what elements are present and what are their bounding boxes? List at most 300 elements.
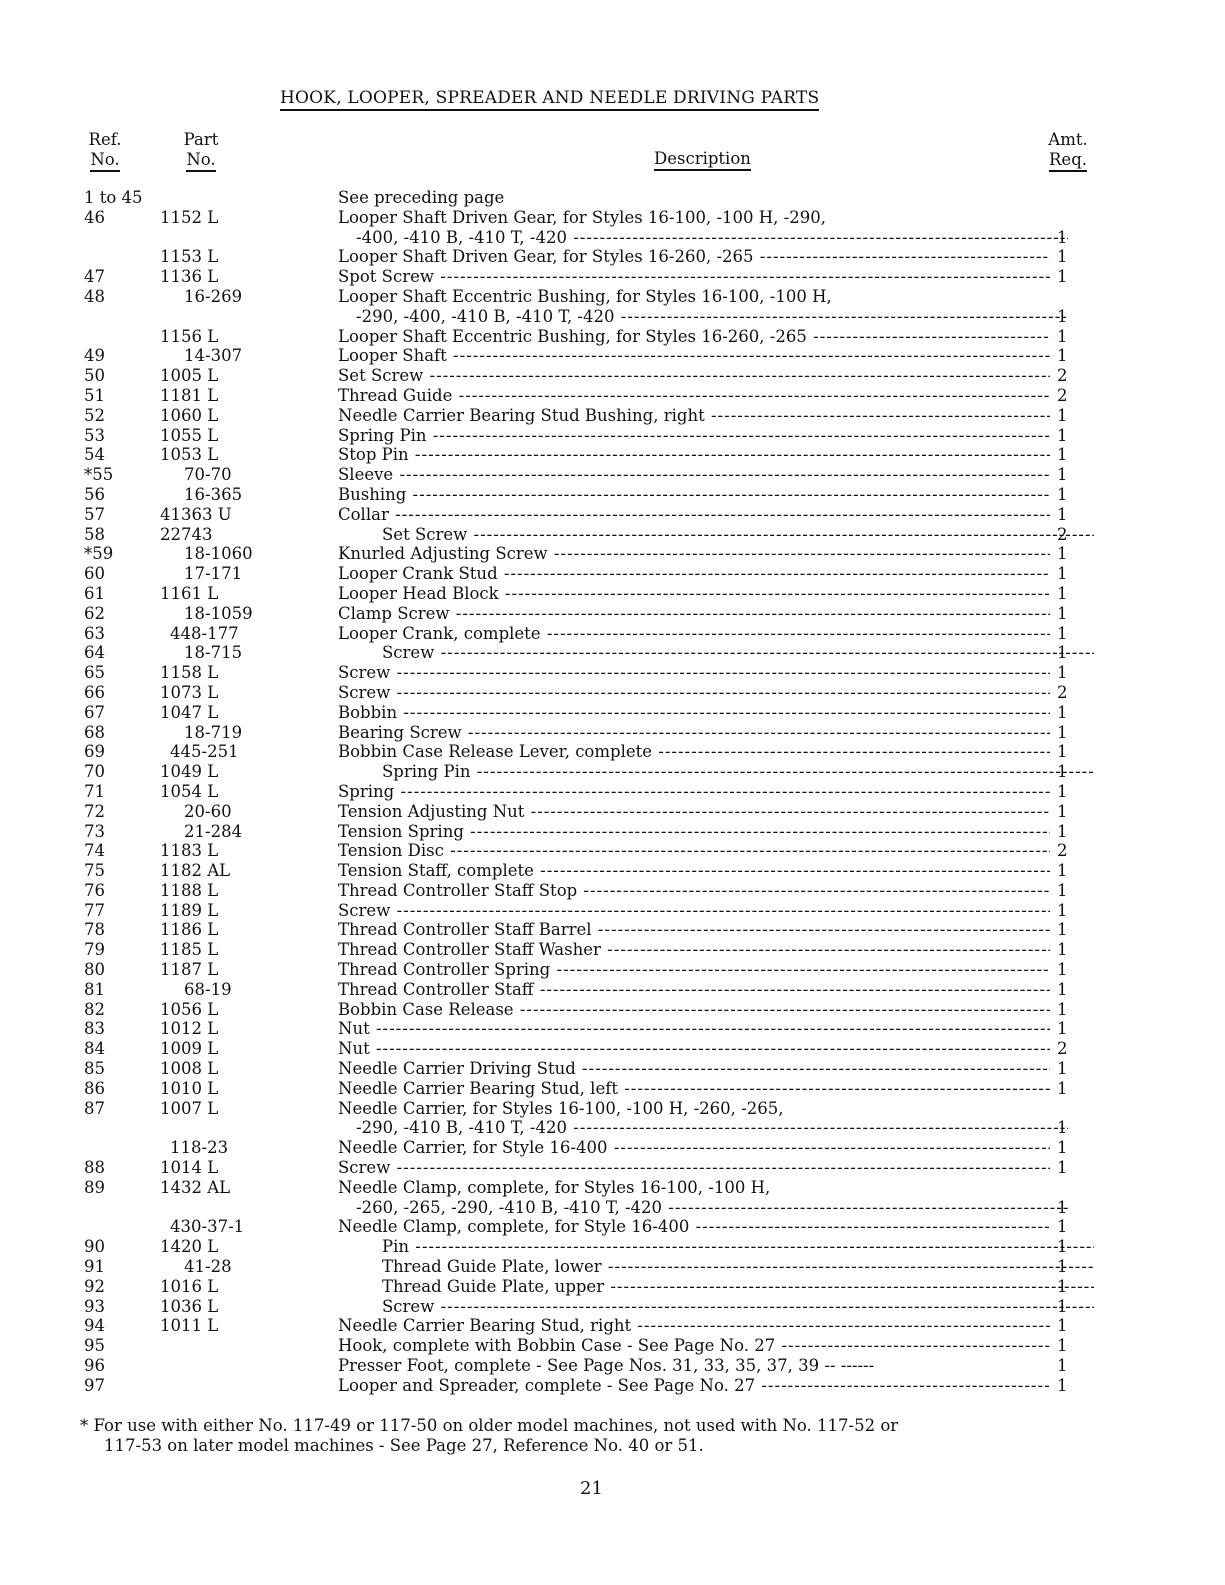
parts-table <box>0 188 1225 1396</box>
footnote-line-2: 117-53 on later model machines - See Page 27, Reference No. 40 or 51. <box>104 1436 704 1455</box>
ref-no-cell: 58 <box>84 524 105 544</box>
ref-no-cell: 57 <box>84 504 105 524</box>
part-no-cell: 1049 L <box>160 762 219 782</box>
amount-required-cell: 1 <box>1057 1138 1068 1158</box>
part-no-cell: 448-177 <box>170 623 239 643</box>
part-no-cell: 1161 L <box>160 583 219 603</box>
amount-required-cell: 1 <box>1057 1197 1068 1217</box>
amount-required-cell: 1 <box>1057 920 1068 940</box>
amount-required-cell: 1 <box>1057 1375 1068 1395</box>
table-row <box>0 1138 1225 1158</box>
amount-required-cell: 1 <box>1057 762 1068 782</box>
ref-no-cell: 56 <box>84 484 105 504</box>
description-cell: Looper Crank Stud ----- <box>338 564 1050 584</box>
description-cell: Looper and Spreader, complete - See Page No. 27 ----- <box>338 1376 1050 1396</box>
description-cell: Screw ----- <box>338 1297 1094 1317</box>
header-ref-line2: No. <box>90 150 119 172</box>
part-no-cell: 1432 AL <box>160 1177 231 1197</box>
part-no-cell: 1008 L <box>160 1059 219 1079</box>
header-description <box>654 149 751 171</box>
amount-required-cell: 1 <box>1057 643 1068 663</box>
ref-no-cell: 63 <box>84 623 105 643</box>
page-title: HOOK, LOOPER, SPREADER AND NEEDLE DRIVING PARTS <box>280 88 819 111</box>
description-cell: Needle Carrier Bearing Stud Bushing, right ----- <box>338 406 1050 426</box>
part-no-cell: 21-284 <box>184 821 243 841</box>
table-row <box>0 1297 1225 1317</box>
ref-no-cell: 64 <box>84 643 105 663</box>
part-no-cell: 1053 L <box>160 445 219 465</box>
part-no-cell: 18-719 <box>184 722 243 742</box>
description-cell: Looper Shaft Driven Gear, for Styles 16-260, -265 ----- <box>338 247 1050 267</box>
amount-required-cell: 1 <box>1057 1316 1068 1336</box>
table-row <box>0 525 1225 545</box>
part-no-cell: 1156 L <box>160 326 219 346</box>
part-no-cell: 16-365 <box>184 484 243 504</box>
description-cell: Needle Carrier, for Styles 16-100, -100 H, -260, -265, <box>338 1098 784 1118</box>
description-cell: Thread Guide Plate, lower ----- <box>338 1257 1094 1277</box>
ref-no-cell: 65 <box>84 663 105 683</box>
description-cell: -290, -410 B, -410 T, -420 ----- <box>338 1118 1068 1138</box>
part-no-cell: 430-37-1 <box>170 1217 245 1237</box>
part-no-cell: 1182 AL <box>160 861 231 881</box>
table-row <box>0 624 1225 644</box>
ref-no-cell: 91 <box>84 1257 105 1277</box>
part-no-cell: 1060 L <box>160 405 219 425</box>
description-cell: Thread Guide Plate, upper ----- <box>338 1277 1094 1297</box>
table-row <box>0 960 1225 980</box>
table-row <box>0 861 1225 881</box>
amount-required-cell: 1 <box>1057 940 1068 960</box>
description-cell: Screw ----- <box>338 901 1050 921</box>
amount-required-cell: 1 <box>1057 861 1068 881</box>
amount-required-cell: 1 <box>1057 900 1068 920</box>
part-no-cell: 1420 L <box>160 1237 219 1257</box>
amount-required-cell: 2 <box>1057 524 1068 544</box>
table-row <box>0 643 1225 663</box>
header-ref-no <box>80 130 130 172</box>
ref-no-cell: 51 <box>84 385 105 405</box>
ref-no-cell: 94 <box>84 1316 105 1336</box>
part-no-cell: 1056 L <box>160 999 219 1019</box>
ref-no-cell: 86 <box>84 1078 105 1098</box>
amount-required-cell: 1 <box>1057 1158 1068 1178</box>
part-no-cell: 1152 L <box>160 207 219 227</box>
table-row <box>0 1099 1225 1119</box>
amount-required-cell: 1 <box>1057 484 1068 504</box>
amount-required-cell: 1 <box>1057 1237 1068 1257</box>
ref-no-cell: 71 <box>84 781 105 801</box>
amount-required-cell: 1 <box>1057 465 1068 485</box>
part-no-cell: 20-60 <box>184 801 232 821</box>
table-row <box>0 1336 1225 1356</box>
ref-no-cell: 83 <box>84 1019 105 1039</box>
part-no-cell: 18-715 <box>184 643 243 663</box>
description-cell: Screw ----- <box>338 663 1050 683</box>
table-row <box>0 1019 1225 1039</box>
part-no-cell: 14-307 <box>184 346 243 366</box>
amount-required-cell: 1 <box>1057 247 1068 267</box>
amount-required-cell: 1 <box>1057 880 1068 900</box>
description-cell: Needle Carrier Driving Stud ----- <box>338 1059 1050 1079</box>
table-row <box>0 1158 1225 1178</box>
ref-no-cell: 47 <box>84 267 105 287</box>
part-no-cell: 1186 L <box>160 920 219 940</box>
description-cell: Tension Spring ----- <box>338 822 1050 842</box>
description-cell: Nut ----- <box>338 1039 1050 1059</box>
amount-required-cell: 1 <box>1057 1296 1068 1316</box>
ref-no-cell: 61 <box>84 583 105 603</box>
table-row <box>0 1376 1225 1396</box>
description-cell: Tension Disc ----- <box>338 841 1050 861</box>
header-amt-line1: Amt. <box>1048 130 1088 149</box>
ref-no-cell: 90 <box>84 1237 105 1257</box>
table-row <box>0 1356 1225 1376</box>
amount-required-cell: 1 <box>1057 267 1068 287</box>
amount-required-cell: 1 <box>1057 1078 1068 1098</box>
part-no-cell: 41363 U <box>160 504 232 524</box>
description-cell: Bushing ----- <box>338 485 1050 505</box>
table-row <box>0 327 1225 347</box>
header-part-line1: Part <box>183 130 219 149</box>
amount-required-cell: 2 <box>1057 682 1068 702</box>
part-no-cell: 1010 L <box>160 1078 219 1098</box>
description-cell: Needle Carrier Bearing Stud, left ----- <box>338 1079 1050 1099</box>
amount-required-cell: 1 <box>1057 1257 1068 1277</box>
table-row <box>0 426 1225 446</box>
header-ref-line1: Ref. <box>88 130 122 149</box>
ref-no-cell: 87 <box>84 1098 105 1118</box>
part-no-cell: 1136 L <box>160 267 219 287</box>
amount-required-cell: 1 <box>1057 445 1068 465</box>
amount-required-cell: 1 <box>1057 504 1068 524</box>
amount-required-cell: 1 <box>1057 583 1068 603</box>
header-amt-line2: Req. <box>1049 150 1087 172</box>
description-cell: Looper Shaft ----- <box>338 346 1050 366</box>
part-no-cell: 1187 L <box>160 960 219 980</box>
description-cell: Knurled Adjusting Screw ----- <box>338 544 1050 564</box>
part-no-cell: 1054 L <box>160 781 219 801</box>
amount-required-cell: 1 <box>1057 801 1068 821</box>
ref-no-cell: 95 <box>84 1336 105 1356</box>
description-cell: -290, -400, -410 B, -410 T, -420 ----- <box>338 307 1068 327</box>
ref-no-cell: 85 <box>84 1059 105 1079</box>
ref-no-cell: 49 <box>84 346 105 366</box>
table-row <box>0 505 1225 525</box>
header-part-line2: No. <box>186 150 215 172</box>
table-row <box>0 307 1225 327</box>
table-row <box>0 1039 1225 1059</box>
description-cell: Needle Clamp, complete, for Style 16-400 ----- <box>338 1217 1050 1237</box>
table-row <box>0 663 1225 683</box>
ref-no-cell: 67 <box>84 702 105 722</box>
description-cell: Set Screw ----- <box>338 366 1050 386</box>
amount-required-cell: 1 <box>1057 702 1068 722</box>
table-row <box>0 841 1225 861</box>
table-row <box>0 485 1225 505</box>
table-row <box>0 703 1225 723</box>
amount-required-cell: 1 <box>1057 1336 1068 1356</box>
table-row <box>0 802 1225 822</box>
part-no-cell: 1009 L <box>160 1039 219 1059</box>
table-row <box>0 881 1225 901</box>
table-row <box>0 683 1225 703</box>
table-row <box>0 901 1225 921</box>
part-no-cell: 41-28 <box>184 1257 232 1277</box>
part-no-cell: 1181 L <box>160 385 219 405</box>
ref-no-cell: 92 <box>84 1276 105 1296</box>
amount-required-cell: 1 <box>1057 999 1068 1019</box>
ref-no-cell: *55 <box>84 465 114 485</box>
description-cell: Needle Carrier Bearing Stud, right ----- <box>338 1316 1050 1336</box>
table-row <box>0 822 1225 842</box>
description-cell: Collar ----- <box>338 505 1050 525</box>
amount-required-cell: 1 <box>1057 1217 1068 1237</box>
part-no-cell: 1036 L <box>160 1296 219 1316</box>
ref-no-cell: 93 <box>84 1296 105 1316</box>
amount-required-cell: 1 <box>1057 663 1068 683</box>
description-cell: Tension Staff, complete ----- <box>338 861 1050 881</box>
description-cell: Presser Foot, complete - See Page Nos. 31, 33, 35, 37, 39 -- ------ <box>338 1356 875 1376</box>
header-description-label: Description <box>654 149 751 171</box>
description-cell: -260, -265, -290, -410 B, -410 T, -420 ----- <box>338 1198 1068 1218</box>
ref-no-cell: 82 <box>84 999 105 1019</box>
table-row <box>0 1059 1225 1079</box>
amount-required-cell: 2 <box>1057 385 1068 405</box>
part-no-cell: 118-23 <box>170 1138 229 1158</box>
part-no-cell: 1055 L <box>160 425 219 445</box>
description-cell: Looper Shaft Driven Gear, for Styles 16-100, -100 H, -290, <box>338 207 826 227</box>
ref-no-cell: 46 <box>84 207 105 227</box>
description-cell: Looper Crank, complete ----- <box>338 624 1050 644</box>
table-row <box>0 980 1225 1000</box>
part-no-cell: 1014 L <box>160 1158 219 1178</box>
amount-required-cell: 1 <box>1057 603 1068 623</box>
description-cell: Looper Shaft Eccentric Bushing, for Styles 16-260, -265 ----- <box>338 327 1050 347</box>
description-cell: Spot Screw ----- <box>338 267 1050 287</box>
amount-required-cell: 1 <box>1057 306 1068 326</box>
table-row <box>0 1237 1225 1257</box>
amount-required-cell: 1 <box>1057 979 1068 999</box>
description-cell: Bobbin Case Release ----- <box>338 1000 1050 1020</box>
ref-no-cell: 68 <box>84 722 105 742</box>
part-no-cell: 18-1060 <box>184 544 253 564</box>
ref-no-cell: 97 <box>84 1375 105 1395</box>
footnote-line-1: * For use with either No. 117-49 or 117-50 on older model machines, not used with No. 117-52 or <box>80 1416 899 1435</box>
amount-required-cell: 1 <box>1057 544 1068 564</box>
part-no-cell: 68-19 <box>184 979 232 999</box>
amount-required-cell: 1 <box>1057 564 1068 584</box>
description-cell: Spring Pin ----- <box>338 762 1094 782</box>
part-no-cell: 16-269 <box>184 286 243 306</box>
amount-required-cell: 1 <box>1057 1356 1068 1376</box>
part-no-cell: 1183 L <box>160 841 219 861</box>
table-row <box>0 604 1225 624</box>
part-no-cell: 445-251 <box>170 742 239 762</box>
amount-required-cell: 2 <box>1057 841 1068 861</box>
description-cell: Thread Controller Staff ----- <box>338 980 1050 1000</box>
description-cell: Bearing Screw ----- <box>338 723 1050 743</box>
part-no-cell: 17-171 <box>184 564 243 584</box>
amount-required-cell: 1 <box>1057 1276 1068 1296</box>
table-row <box>0 267 1225 287</box>
part-no-cell: 1189 L <box>160 900 219 920</box>
ref-no-cell: 69 <box>84 742 105 762</box>
table-row <box>0 188 1225 208</box>
amount-required-cell: 1 <box>1057 722 1068 742</box>
table-row <box>0 208 1225 228</box>
description-cell: Spring Pin ----- <box>338 426 1050 446</box>
ref-no-cell: 77 <box>84 900 105 920</box>
part-no-cell: 1158 L <box>160 663 219 683</box>
part-no-cell: 1005 L <box>160 366 219 386</box>
ref-no-cell: 81 <box>84 979 105 999</box>
table-row <box>0 1257 1225 1277</box>
description-cell: Screw ----- <box>338 643 1094 663</box>
ref-no-cell: 62 <box>84 603 105 623</box>
description-cell: Bobbin Case Release Lever, complete ----- <box>338 742 1050 762</box>
table-row <box>0 723 1225 743</box>
description-cell: Screw ----- <box>338 1158 1050 1178</box>
description-cell: Looper Head Block ----- <box>338 584 1050 604</box>
ref-no-cell: 88 <box>84 1158 105 1178</box>
ref-no-cell: 50 <box>84 366 105 386</box>
description-cell: Thread Controller Staff Stop ----- <box>338 881 1050 901</box>
amount-required-cell: 1 <box>1057 425 1068 445</box>
table-row <box>0 920 1225 940</box>
amount-required-cell: 1 <box>1057 742 1068 762</box>
ref-no-cell: 78 <box>84 920 105 940</box>
ref-no-cell: 80 <box>84 960 105 980</box>
amount-required-cell: 1 <box>1057 821 1068 841</box>
amount-required-cell: 1 <box>1057 960 1068 980</box>
ref-no-cell: 79 <box>84 940 105 960</box>
ref-no-cell: 84 <box>84 1039 105 1059</box>
ref-no-cell: 60 <box>84 564 105 584</box>
description-cell: Bobbin ----- <box>338 703 1050 723</box>
ref-no-cell: 96 <box>84 1356 105 1376</box>
ref-no-cell: 52 <box>84 405 105 425</box>
part-no-cell: 1185 L <box>160 940 219 960</box>
amount-required-cell: 1 <box>1057 1059 1068 1079</box>
part-no-cell: 1011 L <box>160 1316 219 1336</box>
table-row <box>0 742 1225 762</box>
table-row <box>0 1178 1225 1198</box>
ref-no-cell: 75 <box>84 861 105 881</box>
part-no-cell: 1012 L <box>160 1019 219 1039</box>
description-cell: Hook, complete with Bobbin Case - See Page No. 27 ----- <box>338 1336 1050 1356</box>
table-row <box>0 762 1225 782</box>
description-cell: Set Screw ----- <box>338 525 1094 545</box>
description-cell: Thread Controller Staff Washer ----- <box>338 940 1050 960</box>
ref-no-cell: 48 <box>84 286 105 306</box>
ref-no-cell: 73 <box>84 821 105 841</box>
amount-required-cell: 1 <box>1057 1019 1068 1039</box>
table-row <box>0 287 1225 307</box>
table-row <box>0 406 1225 426</box>
amount-required-cell: 1 <box>1057 1118 1068 1138</box>
part-no-cell: 1188 L <box>160 880 219 900</box>
part-no-cell: 1016 L <box>160 1276 219 1296</box>
table-row <box>0 584 1225 604</box>
description-cell: Spring ----- <box>338 782 1050 802</box>
description-cell: Screw ----- <box>338 683 1050 703</box>
description-cell: Looper Shaft Eccentric Bushing, for Styles 16-100, -100 H, <box>338 286 832 306</box>
ref-no-cell: 72 <box>84 801 105 821</box>
part-no-cell: 18-1059 <box>184 603 253 623</box>
table-row <box>0 544 1225 564</box>
part-no-cell: 1007 L <box>160 1098 219 1118</box>
table-row <box>0 1079 1225 1099</box>
part-no-cell: 22743 <box>160 524 213 544</box>
amount-required-cell: 1 <box>1057 227 1068 247</box>
part-no-cell: 1047 L <box>160 702 219 722</box>
ref-no-cell: 54 <box>84 445 105 465</box>
ref-no-cell: 1 to 45 <box>84 188 143 207</box>
description-cell: Thread Guide ----- <box>338 386 1050 406</box>
table-row <box>0 1000 1225 1020</box>
part-no-cell: 1073 L <box>160 682 219 702</box>
ref-no-cell: 76 <box>84 880 105 900</box>
amount-required-cell: 2 <box>1057 1039 1068 1059</box>
amount-required-cell: 1 <box>1057 623 1068 643</box>
description-cell: -400, -410 B, -410 T, -420 ----- <box>338 228 1068 248</box>
header-amt-req <box>1040 130 1096 172</box>
part-no-cell: 70-70 <box>184 465 232 485</box>
table-row <box>0 445 1225 465</box>
footnote <box>80 1416 1100 1456</box>
table-row <box>0 1198 1225 1218</box>
table-row <box>0 1277 1225 1297</box>
header-part-no <box>156 130 246 172</box>
part-no-cell: 1153 L <box>160 247 219 267</box>
table-row <box>0 228 1225 248</box>
amount-required-cell: 1 <box>1057 326 1068 346</box>
description-cell: Nut ----- <box>338 1019 1050 1039</box>
description-cell: See preceding page <box>338 188 505 207</box>
description-cell: Needle Clamp, complete, for Styles 16-100, -100 H, <box>338 1177 771 1197</box>
table-row <box>0 782 1225 802</box>
table-row <box>0 465 1225 485</box>
amount-required-cell: 2 <box>1057 366 1068 386</box>
ref-no-cell: 89 <box>84 1177 105 1197</box>
description-cell: Stop Pin ----- <box>338 445 1050 465</box>
description-cell: Pin ----- <box>338 1237 1094 1257</box>
table-row <box>0 940 1225 960</box>
ref-no-cell: 66 <box>84 682 105 702</box>
description-cell: Tension Adjusting Nut ----- <box>338 802 1050 822</box>
table-row <box>0 346 1225 366</box>
page-number: 21 <box>580 1478 603 1499</box>
ref-no-cell: 53 <box>84 425 105 445</box>
description-cell: Sleeve ----- <box>338 465 1050 485</box>
ref-no-cell: *59 <box>84 544 114 564</box>
amount-required-cell: 1 <box>1057 781 1068 801</box>
table-row <box>0 386 1225 406</box>
table-row <box>0 1118 1225 1138</box>
description-cell: Thread Controller Staff Barrel ----- <box>338 920 1050 940</box>
table-row <box>0 366 1225 386</box>
description-cell: Needle Carrier, for Style 16-400 ----- <box>338 1138 1050 1158</box>
table-row <box>0 564 1225 584</box>
ref-no-cell: 74 <box>84 841 105 861</box>
table-row <box>0 247 1225 267</box>
amount-required-cell: 1 <box>1057 405 1068 425</box>
description-cell: Thread Controller Spring ----- <box>338 960 1050 980</box>
amount-required-cell: 1 <box>1057 346 1068 366</box>
table-row <box>0 1316 1225 1336</box>
table-row <box>0 1217 1225 1237</box>
ref-no-cell: 70 <box>84 762 105 782</box>
